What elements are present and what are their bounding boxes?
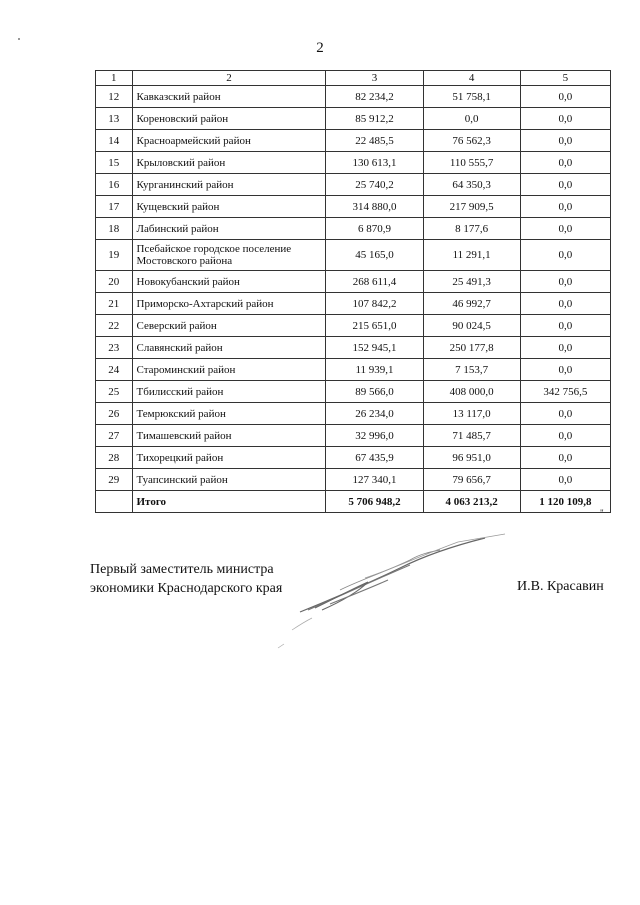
table-row (96, 315, 611, 337)
value-col3: 107 842,2 (326, 293, 423, 315)
value-col5: 0,0 (520, 240, 610, 271)
table-row (96, 196, 611, 218)
district-name: Темрюкский район (132, 403, 326, 425)
row-number: 15 (96, 152, 133, 174)
row-number: 18 (96, 218, 133, 240)
value-col4: 110 555,7 (423, 152, 520, 174)
district-name: Курганинский район (132, 174, 326, 196)
value-col5: 342 756,5 (520, 381, 610, 403)
total-empty-cell (96, 491, 133, 513)
district-name: Славянский район (132, 337, 326, 359)
value-col4: 71 485,7 (423, 425, 520, 447)
district-name: Красноармейский район (132, 130, 326, 152)
table-row (96, 403, 611, 425)
value-col3: 152 945,1 (326, 337, 423, 359)
table-row (96, 447, 611, 469)
total-col5: 1 120 109,8 (520, 491, 610, 513)
value-col4: 76 562,3 (423, 130, 520, 152)
total-row (96, 491, 611, 513)
table-row (96, 271, 611, 293)
row-number: 17 (96, 196, 133, 218)
value-col3: 268 611,4 (326, 271, 423, 293)
district-name: Тихорецкий район (132, 447, 326, 469)
value-col4: 90 024,5 (423, 315, 520, 337)
value-col5: 0,0 (520, 218, 610, 240)
value-col4: 7 153,7 (423, 359, 520, 381)
row-number: 12 (96, 86, 133, 108)
value-col4: 217 909,5 (423, 196, 520, 218)
row-number: 19 (96, 240, 133, 271)
signatory-title-line1: Первый заместитель министра (90, 562, 274, 577)
value-col3: 85 912,2 (326, 108, 423, 130)
value-col3: 89 566,0 (326, 381, 423, 403)
table-row (96, 174, 611, 196)
district-name: Староминский район (132, 359, 326, 381)
value-col3: 22 485,5 (326, 130, 423, 152)
value-col3: 82 234,2 (326, 86, 423, 108)
value-col4: 250 177,8 (423, 337, 520, 359)
value-col5: 0,0 (520, 425, 610, 447)
table-row (96, 337, 611, 359)
table-header-row (96, 71, 611, 86)
signatory-title (90, 560, 282, 598)
header-cell: 4 (423, 71, 520, 86)
header-cell: 5 (520, 71, 610, 86)
table-row (96, 218, 611, 240)
row-number: 16 (96, 174, 133, 196)
value-col4: 79 656,7 (423, 469, 520, 491)
district-name: Новокубанский район (132, 271, 326, 293)
value-col5: 0,0 (520, 130, 610, 152)
row-number: 22 (96, 315, 133, 337)
value-col5: 0,0 (520, 152, 610, 174)
signatory-title-line2: экономики Краснодарского края (90, 581, 283, 596)
district-name: Кореновский район (132, 108, 326, 130)
table-row (96, 86, 611, 108)
district-name: Приморско-Ахтарский район (132, 293, 326, 315)
header-cell: 1 (96, 71, 133, 86)
value-col3: 26 234,0 (326, 403, 423, 425)
value-col5: 0,0 (520, 359, 610, 381)
row-number: 28 (96, 447, 133, 469)
header-cell: 3 (326, 71, 423, 86)
value-col3: 45 165,0 (326, 240, 423, 271)
table-row (96, 469, 611, 491)
value-col5: 0,0 (520, 108, 610, 130)
row-number: 26 (96, 403, 133, 425)
value-col3: 314 880,0 (326, 196, 423, 218)
value-col4: 408 000,0 (423, 381, 520, 403)
value-col5: 0,0 (520, 447, 610, 469)
value-col3: 215 651,0 (326, 315, 423, 337)
value-col3: 25 740,2 (326, 174, 423, 196)
value-col4: 51 758,1 (423, 86, 520, 108)
value-col3: 11 939,1 (326, 359, 423, 381)
district-name: Туапсинский район (132, 469, 326, 491)
district-name: Крыловский район (132, 152, 326, 174)
total-col4: 4 063 213,2 (423, 491, 520, 513)
table-row (96, 293, 611, 315)
value-col3: 130 613,1 (326, 152, 423, 174)
value-col3: 127 340,1 (326, 469, 423, 491)
table-row (96, 108, 611, 130)
district-name: Тимашевский район (132, 425, 326, 447)
closing-quote: " (600, 508, 604, 518)
value-col4: 8 177,6 (423, 218, 520, 240)
district-name: Тбилисский район (132, 381, 326, 403)
row-number: 29 (96, 469, 133, 491)
value-col5: 0,0 (520, 315, 610, 337)
value-col5: 0,0 (520, 271, 610, 293)
table-row (96, 359, 611, 381)
table-row (96, 240, 611, 271)
district-name: Северский район (132, 315, 326, 337)
value-col5: 0,0 (520, 293, 610, 315)
signatory-name: И.В. Красавин (517, 579, 604, 594)
district-name: Псебайское городское поселение Мостовского района (132, 240, 326, 271)
row-number: 24 (96, 359, 133, 381)
value-col5: 0,0 (520, 196, 610, 218)
value-col4: 96 951,0 (423, 447, 520, 469)
table-row (96, 425, 611, 447)
value-col4: 46 992,7 (423, 293, 520, 315)
value-col5: 0,0 (520, 337, 610, 359)
row-number: 20 (96, 271, 133, 293)
value-col5: 0,0 (520, 174, 610, 196)
value-col3: 32 996,0 (326, 425, 423, 447)
value-col3: 67 435,9 (326, 447, 423, 469)
row-number: 21 (96, 293, 133, 315)
district-name: Кущевский район (132, 196, 326, 218)
row-number: 25 (96, 381, 133, 403)
page-number: 2 (316, 40, 324, 56)
row-number: 13 (96, 108, 133, 130)
value-col4: 13 117,0 (423, 403, 520, 425)
header-cell: 2 (132, 71, 326, 86)
row-number: 14 (96, 130, 133, 152)
value-col4: 11 291,1 (423, 240, 520, 271)
value-col5: 0,0 (520, 403, 610, 425)
table-row (96, 381, 611, 403)
table-row (96, 130, 611, 152)
row-number: 23 (96, 337, 133, 359)
value-col3: 6 870,9 (326, 218, 423, 240)
data-table (95, 70, 611, 513)
total-col3: 5 706 948,2 (326, 491, 423, 513)
table-row (96, 152, 611, 174)
handwritten-signature (270, 530, 530, 660)
value-col4: 64 350,3 (423, 174, 520, 196)
total-label: Итого (132, 491, 326, 513)
value-col4: 25 491,3 (423, 271, 520, 293)
row-number: 27 (96, 425, 133, 447)
value-col4: 0,0 (423, 108, 520, 130)
value-col5: 0,0 (520, 86, 610, 108)
district-name: Лабинский район (132, 218, 326, 240)
district-name: Кавказский район (132, 86, 326, 108)
value-col5: 0,0 (520, 469, 610, 491)
